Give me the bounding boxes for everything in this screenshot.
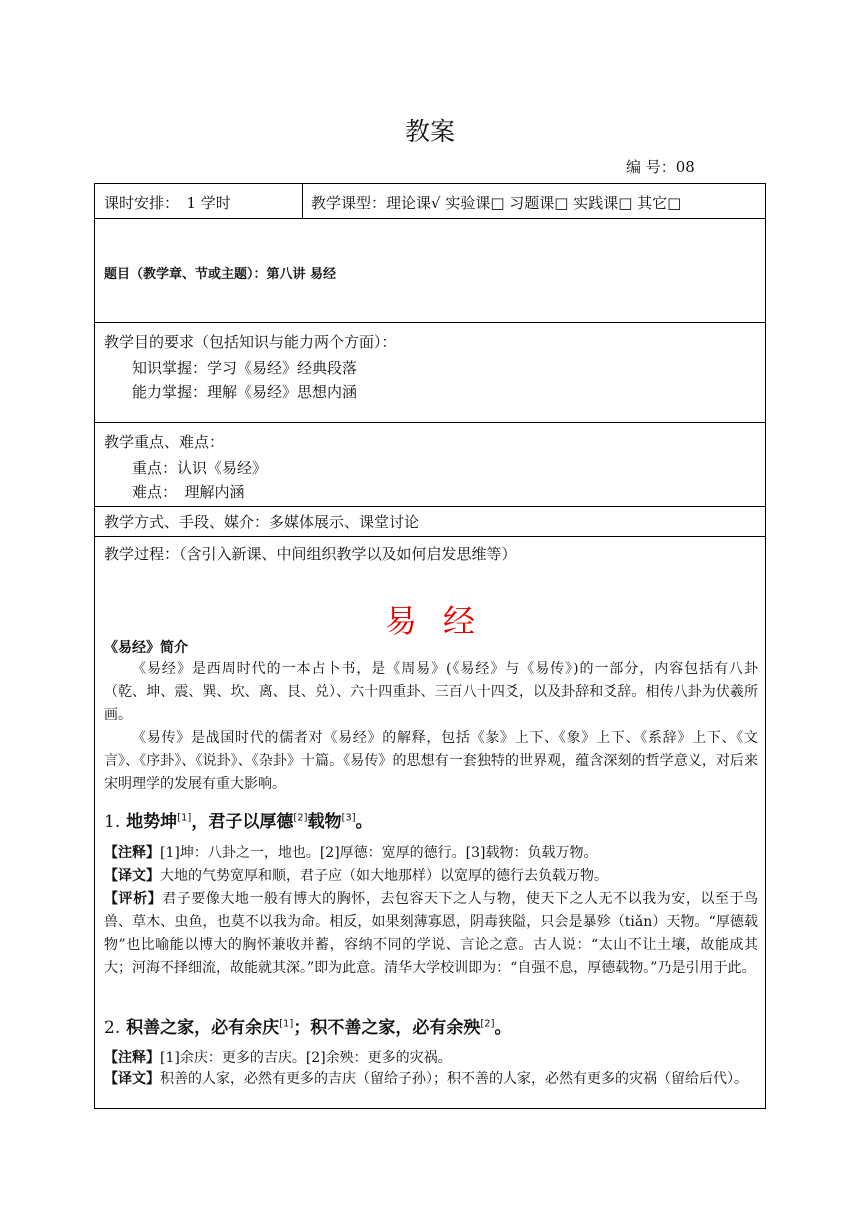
proverb-1-note: 【注释】[1]坤：八卦之一，地也。[2]厚德：宽厚的德行。[3]载物：负载万物。: [104, 845, 598, 861]
intro-heading: 《易经》简介: [104, 640, 188, 656]
teaching-method: 教学方式、手段、媒介：多媒体展示、课堂讨论: [104, 513, 420, 531]
lesson-type: 教学课型：理论课√ 实验课□ 习题课□ 实践课□ 其它□: [311, 194, 682, 212]
process-label: 教学过程：（含引入新课、中间组织教学以及如何启发思维等）: [104, 545, 517, 563]
proverb-2-note: 【注释】[1]余庆：更多的吉庆。[2]余殃：更多的灾祸。: [104, 1050, 452, 1066]
document-code: 编 号：08: [626, 158, 695, 176]
objectives-label: 教学目的要求（包括知识与能力两个方面）：: [104, 333, 397, 351]
proverb-2-heading: 2. 积善之家，必有余庆[1]；积不善之家，必有余殃[2]。: [104, 1018, 512, 1038]
lesson-plan-table: [94, 183, 766, 1109]
proverb-2-translation: 【译文】积善的人家，必然有更多的吉庆（留给子孙）；积不善的人家，必然有更多的灾祸（留给后代）。: [104, 1071, 748, 1087]
objective-knowledge: 知识掌握：学习《易经》经典段落: [132, 359, 358, 377]
difficult-point: 难点： 理解内涵: [132, 483, 245, 501]
objective-ability: 能力掌握：理解《易经》思想内涵: [132, 383, 358, 401]
class-hours: 课时安排： 1 学时: [104, 194, 231, 212]
proverb-1-heading: 1. 地势坤[1]，君子以厚德[2]载物[3]。: [104, 812, 373, 832]
lesson-topic: 题目（教学章、节或主题）：第八讲 易经: [104, 267, 337, 282]
proverb-1-translation: 【译文】大地的气势宽厚和顺，君子应（如大地那样）以宽厚的德行去负载万物。: [104, 868, 608, 884]
intro-paragraph-1: 《易经》是西周时代的一本占卜书，是《周易》(《易经》与《易传》)的一部分，内容包括有八卦（乾、坤、震、巽、坎、离、艮、兑）、六十四重卦、三百八十四爻，以及卦辞和爻辞。相传八卦为伏羲所画。: [104, 661, 758, 723]
proverb-1-commentary: 【评析】君子要像大地一般有博大的胸怀，去包容天下之人与物，使天下之人无不以我为安，以至于鸟兽、草木、虫鱼，也莫不以我为命。相反，如果刻薄寡恩，阴毒狭隘，只会是暴殄（tiǎn）天物。“厚德载物”也比喻能以博大的胸怀兼收并蓄，容纳不同的学说、言论之意。古人说：“太山不让土壤，故能成其大；河海不择细流，故能就其深。”即为此意。清华大学校训即为：“自强不息，厚德载物。”乃是引用于此。: [104, 891, 759, 976]
key-point: 重点：认识《易经》: [132, 459, 268, 477]
page-title: 教案: [404, 117, 455, 146]
lesson-big-title: 易经: [384, 602, 501, 640]
row-divider: [95, 218, 765, 219]
row-divider: [95, 536, 765, 537]
row-divider: [95, 506, 765, 507]
row-divider: [95, 422, 765, 423]
keypoints-label: 教学重点、难点：: [104, 433, 225, 451]
intro-paragraph-2: 《易传》是战国时代的儒者对《易经》的解释，包括《彖》上下、《象》上下、《系辞》上下、《文言》、《序卦》、《说卦》、《杂卦》十篇。《易传》的思想有一套独特的世界观，蕴含深刻的哲学意义，对后来宋明理学的发展有重大影响。: [104, 730, 758, 792]
column-divider: [302, 184, 303, 219]
row-divider: [95, 322, 765, 323]
